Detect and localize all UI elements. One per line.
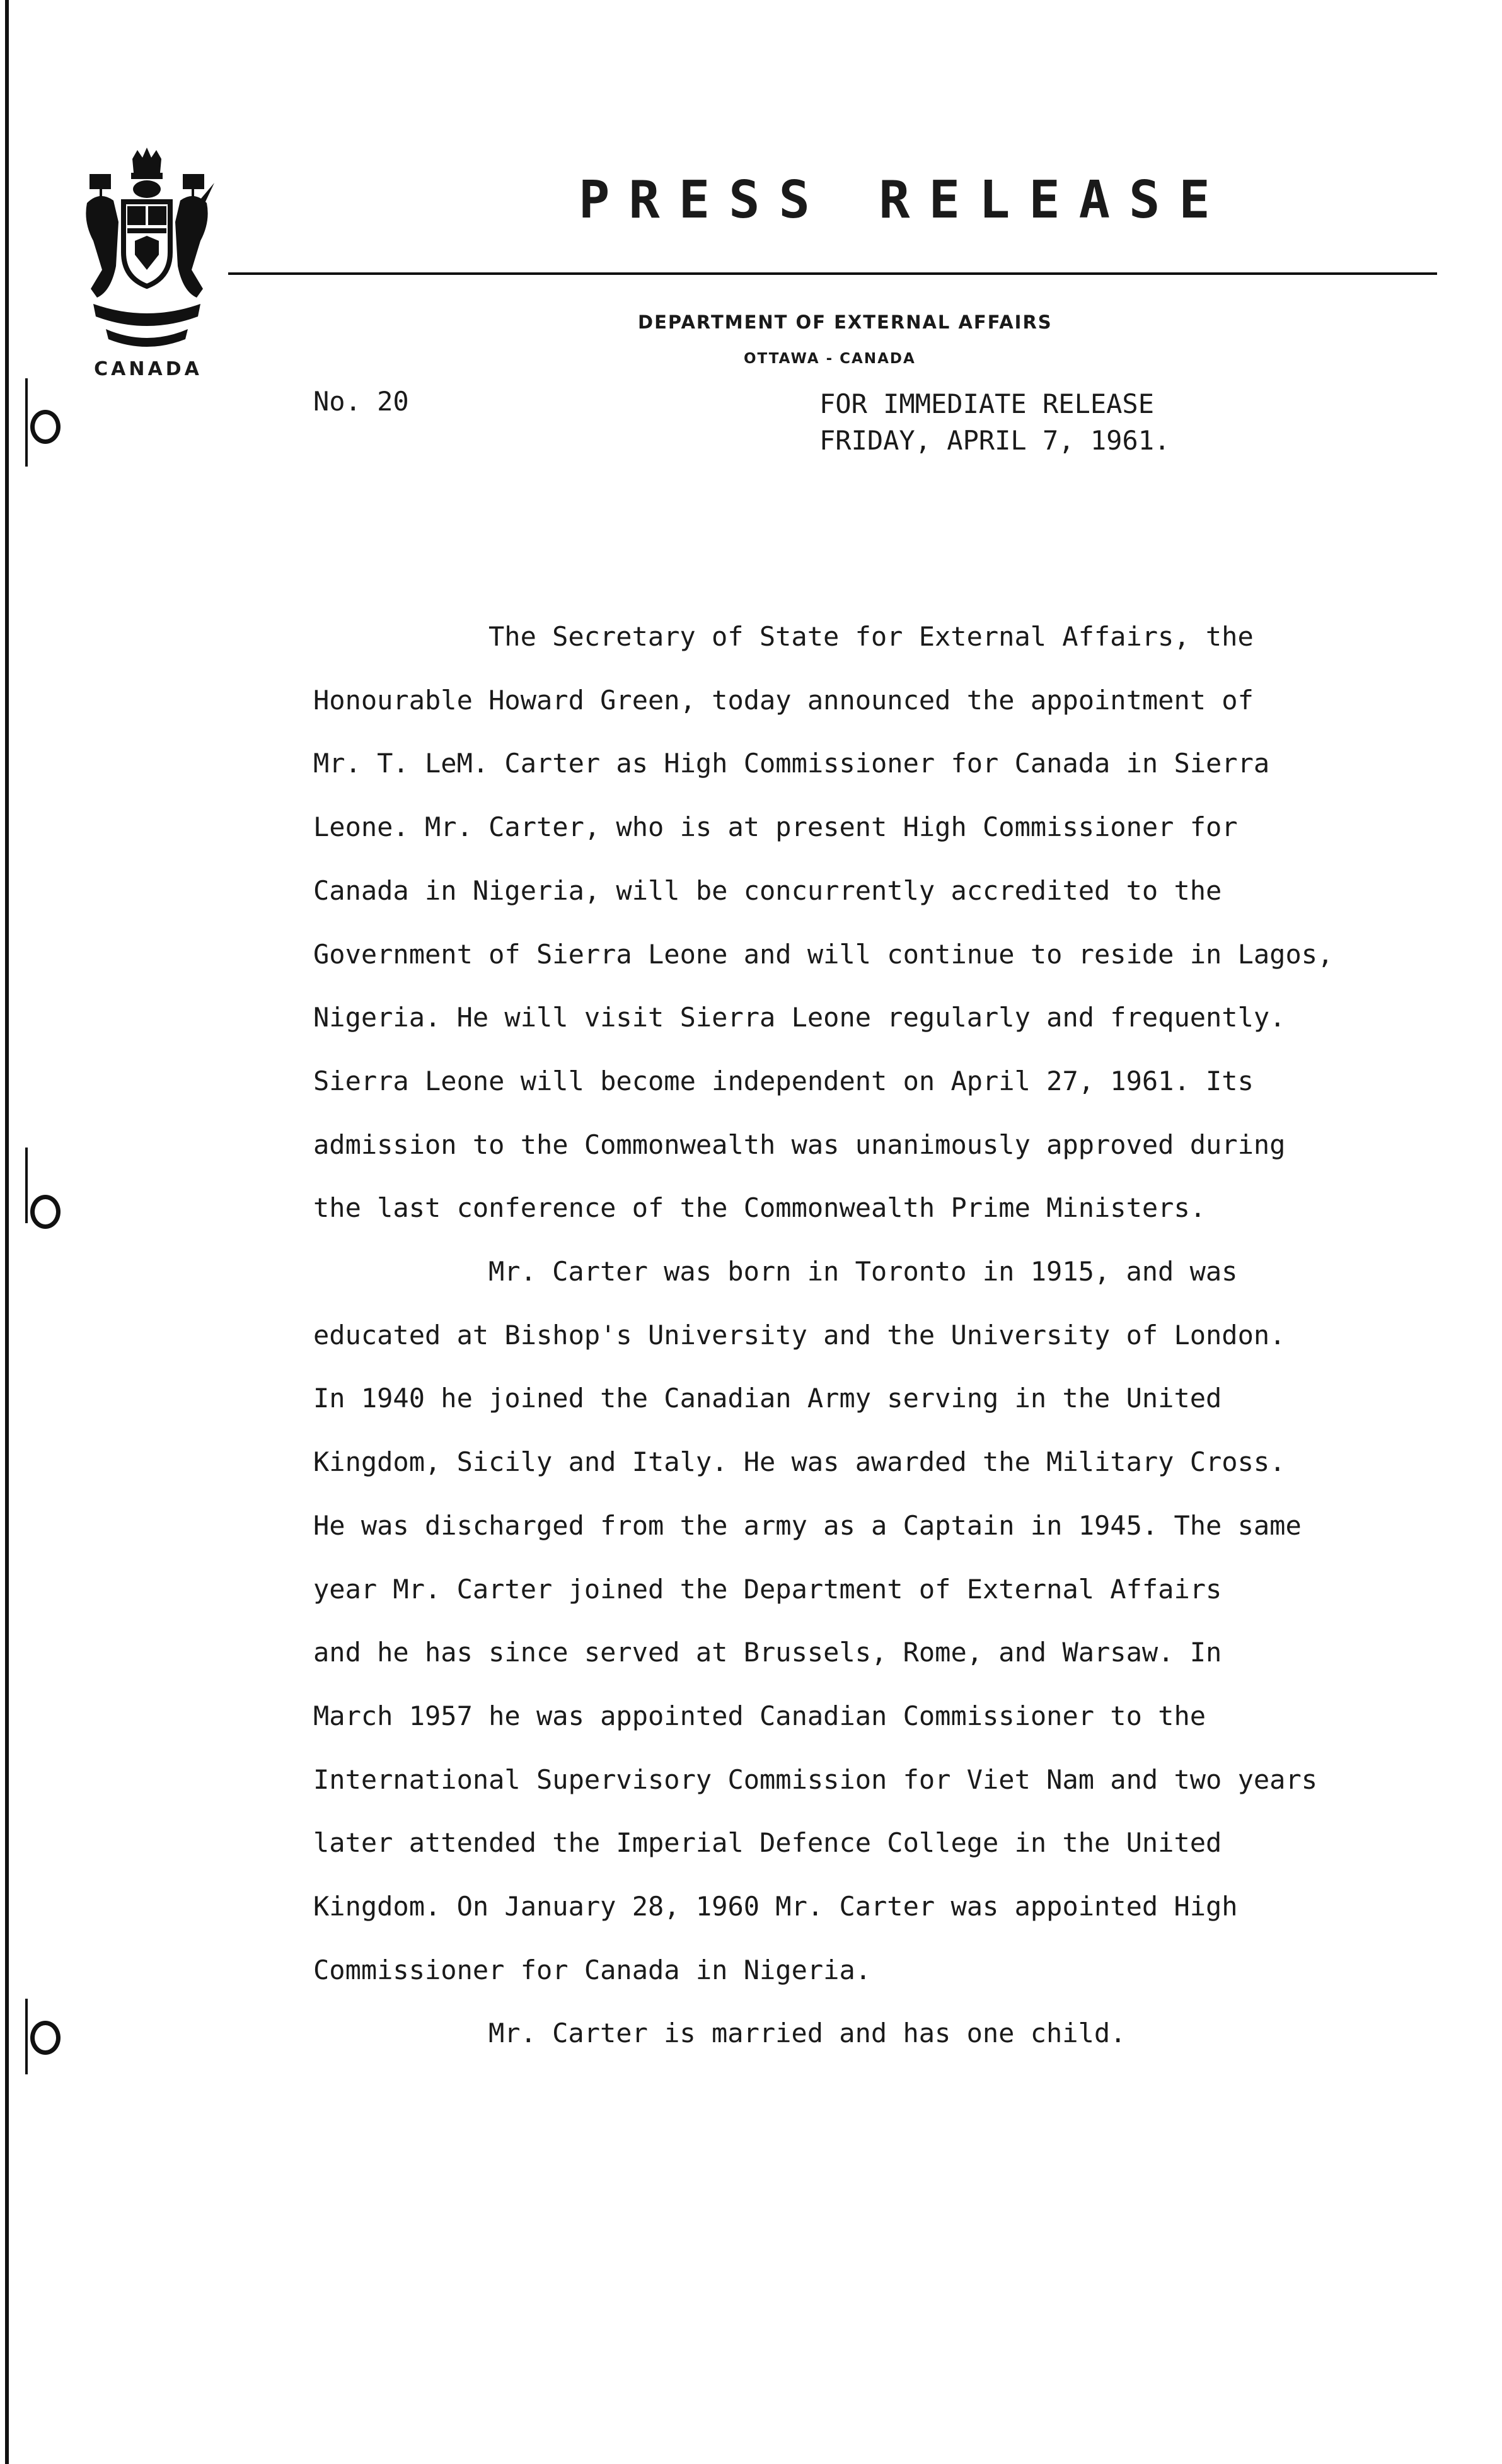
body-line: Mr. Carter was born in Toronto in 1915, and was [488,1256,1238,1287]
release-instruction: FOR IMMEDIATE RELEASE [819,388,1155,419]
body-line: educated at Bishop's University and the University of London. [313,1319,1286,1351]
body-line: later attended the Imperial Defence College in the United [313,1827,1222,1859]
body-line: Canada in Nigeria, will be concurrently accredited to the [313,875,1222,906]
binding-edge-line-inner [25,378,28,467]
body-line: the last conference of the Commonwealth Prime Ministers. [313,1192,1206,1224]
body-line: Kingdom, Sicily and Italy. He was awarded the Military Cross. [313,1446,1286,1478]
body-line: year Mr. Carter joined the Department of External Affairs [313,1573,1222,1605]
canada-coat-of-arms-icon [74,146,219,354]
body-line: Commissioner for Canada in Nigeria. [313,1954,872,1985]
paragraph [313,2002,1347,2066]
binding-edge-line-inner [25,1999,28,2074]
body-line: Sierra Leone will become independent on April 27, 1961. Its [313,1065,1254,1096]
body-line: Mr. T. LeM. Carter as High Commissioner for Canada in Sierra [313,748,1270,779]
release-date: FRIDAY, APRIL 7, 1961. [819,425,1170,456]
body-line: Leone. Mr. Carter, who is at present High Commissioner for [313,811,1238,843]
punch-hole-mark [30,1195,61,1229]
paragraph [313,1240,1347,2002]
release-body [313,605,1347,2066]
department-name: DEPARTMENT OF EXTERNAL AFFAIRS [638,311,1053,333]
punch-hole-mark [30,2021,61,2055]
body-line: Kingdom. On January 28, 1960 Mr. Carter was appointed High [313,1891,1238,1922]
binding-edge-line [5,0,9,2464]
title-divider [228,272,1437,275]
paragraph [313,605,1347,1240]
body-line: In 1940 he joined the Canadian Army serving in the United [313,1383,1222,1414]
body-line: He was discharged from the army as a Captain in 1945. The same [313,1509,1302,1541]
body-line: Nigeria. He will visit Sierra Leone regularly and frequently. [313,1002,1286,1033]
body-line: admission to the Commonwealth was unanimously approved during [313,1129,1286,1160]
body-line: and he has since served at Brussels, Rome, and Warsaw. In [313,1637,1222,1668]
body-line: Honourable Howard Green, today announced the appointment of [313,684,1254,716]
body-line: Mr. Carter is married and has one child. [488,2018,1126,2049]
crest-caption: CANADA [94,358,202,380]
release-info [819,386,1170,459]
body-line: March 1957 he was appointed Canadian Commissioner to the [313,1700,1206,1731]
page-title: PRESS RELEASE [579,170,1229,230]
department-location: OTTAWA - CANADA [744,351,916,367]
body-line: The Secretary of State for External Affairs, the [488,621,1254,652]
punch-hole-mark [30,410,61,444]
release-number: No. 20 [313,386,409,417]
body-line: International Supervisory Commission for Viet Nam and two years [313,1764,1318,1795]
binding-edge-line-inner [25,1148,28,1223]
body-line: Government of Sierra Leone and will continue to reside in Lagos, [313,938,1334,970]
